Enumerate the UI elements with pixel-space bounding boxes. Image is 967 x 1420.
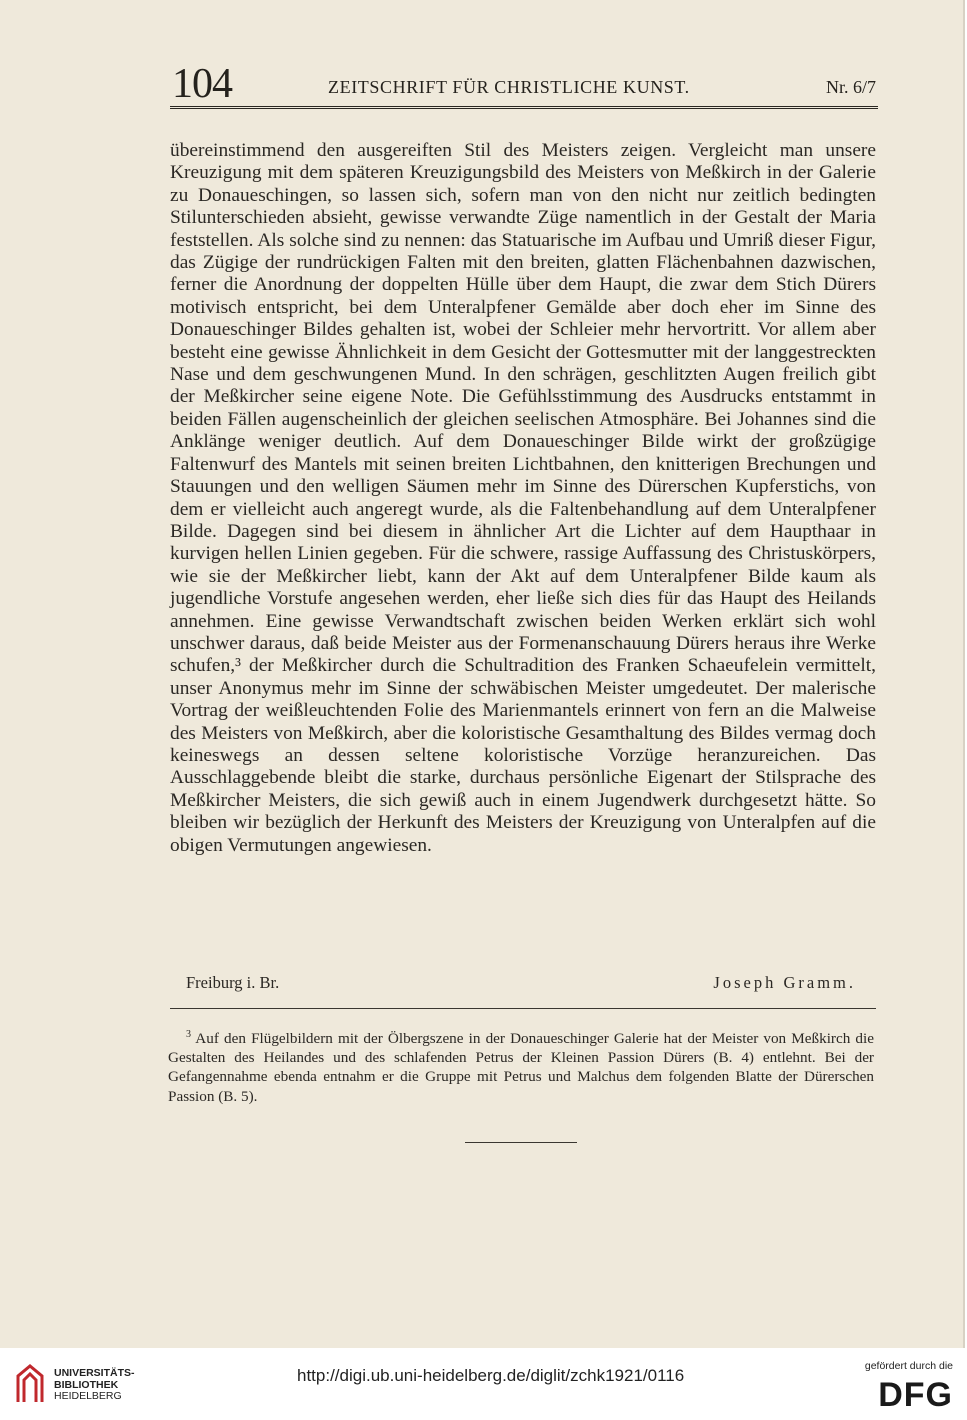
signature-author: Joseph Gramm. (713, 973, 856, 992)
end-rule (465, 1142, 577, 1143)
library-name (54, 1368, 135, 1403)
footnote (168, 1025, 874, 1106)
digitization-footer (0, 1348, 967, 1420)
library-name-line3: HEIDELBERG (54, 1390, 122, 1402)
footnote-text: Auf den Flügelbildern mit der Ölbergszene in der Donaueschinger Galerie hat der Meister von Meßkirch die Gestalten des Heilandes und des schlafenden Petrus der Kleinen Passion Dürers (B. 4) entlehnt. Bei der Gefangennahme ebenda entnahm er die Gruppe mit Petrus und Malchus dem folgenden Blatte der Dürerschen Passion (B. 5). (168, 1030, 874, 1105)
body-paragraph: übereinstimmend den ausgereiften Stil des Meisters zeigen. Vergleicht man unsere Kreuzigung mit dem späteren Kreuzigungsbild des Meisters von Meßkirch in der Galerie zu Donaueschingen, so lassen sich, sofern man von den nicht nur zeitlich bedingten Stilunterschieden absieht, gewisse verwandte Züge namentlich in der Gestalt der Maria feststellen. Als solche sind zu nennen: das Statuarische im Aufbau und Umriß dieser Figur, das Zügige der rundrückigen Falten mit den breiten, glatten Flächenbahnen dazwischen, ferner die Anordnung der doppelten Hülle über dem Haupt, die zwar dem Stich Dürers motivisch entspricht, bei dem Unteralpfener Gemälde aber doch eher im Sinne des Donaueschinger Bildes gehalten ist, wobei der Schleier mehr hervortritt. Vor allem aber besteht eine gewisse Ähnlichkeit in dem Gesicht der Gottesmutter mit der langgestreckten Nase und dem geschwungenen Mund. In den schrägen, geschlitzten Augen freilich gibt der Meßkircher seine eigene Note. Die Gefühlsstimmung des Ausdrucks entstammt in beiden Fällen augenscheinlich der gleichen seelischen Atmosphäre. Bei Johannes sind die Anklänge weniger deutlich. Auf dem Donaueschinger Bilde wirkt der großzügige Faltenwurf des Mantels mit seinen breiten Lichtbahnen, den knitterigen Brechungen und Stauungen und den welligen Säumen mehr im Sinne des Dürerschen Kupferstichs, von dem er vielleicht auch angeregt wurde, als die Faltenbehandlung auf dem Unteralpfener Bilde. Dagegen sind bei diesem in ähnlicher Art die Lichter auf dem Haupthaar in kurvigen hellen Linien gegeben. Für die schwere, rassige Auffassung des Christuskörpers, wie sie der Meßkircher liebt, kann der Akt auf dem Unteralpfener Bilde kaum als jugendliche Vorstufe angesehen werden, eher ließe sich dies für das Haupt des Heilands annehmen. Eine gewisse Verwandtschaft zwischen beiden Werken erklärt sich wohl unschwer daraus, daß beide Meister aus der Formenanschauung Dürers heraus ihre Werke schufen,³ der Meßkircher durch die Schultradition des Franken Schaeufelein vermittelt, unser Anonymus mehr im Sinne der schwäbischen Meister umgedeutet. Der malerische Vortrag der weißleuchtenden Folie des Marienmantels erinnert von fern an die Malweise des Meisters von Meßkirch, aber die koloristische Gesamthaltung des Bildes vermag doch keineswegs an dessen seltene koloristische Vorzüge heranzureichen. Das Ausschlaggebende bleibt die starke, durchaus persönliche Eigenart der Stilsprache des Meßkircher Meisters, die sich gewiß auch in einem Jugendwerk durchgesetzt hätte. So bleiben wir bezüglich der Herkunft des Meisters der Kreuzigung von Unteralpfen auf die obigen Vermutungen angewiesen. (170, 140, 876, 856)
footnote-marker: 3 (186, 1029, 191, 1040)
dfg-logo-icon: DFG (878, 1376, 953, 1414)
library-name-line2: BIBLIOTHEK (54, 1378, 119, 1391)
signature-place: Freiburg i. Br. (186, 973, 280, 992)
journal-title: ZEITSCHRIFT FÜR CHRISTLICHE KUNST. (328, 77, 690, 97)
library-name-line1: UNIVERSITÄTS- (54, 1367, 135, 1379)
page-header (170, 62, 878, 109)
permalink[interactable]: http://digi.ub.uni-heidelberg.de/diglit/zchk1921/0116 (297, 1366, 685, 1385)
funder-caption: gefördert durch die (864, 1360, 953, 1372)
university-library-logo-icon (12, 1362, 48, 1406)
issue-number: Nr. 6/7 (825, 77, 876, 97)
signature-line (186, 973, 856, 997)
footnote-divider (170, 1008, 876, 1009)
page-number: 104 (172, 61, 232, 107)
